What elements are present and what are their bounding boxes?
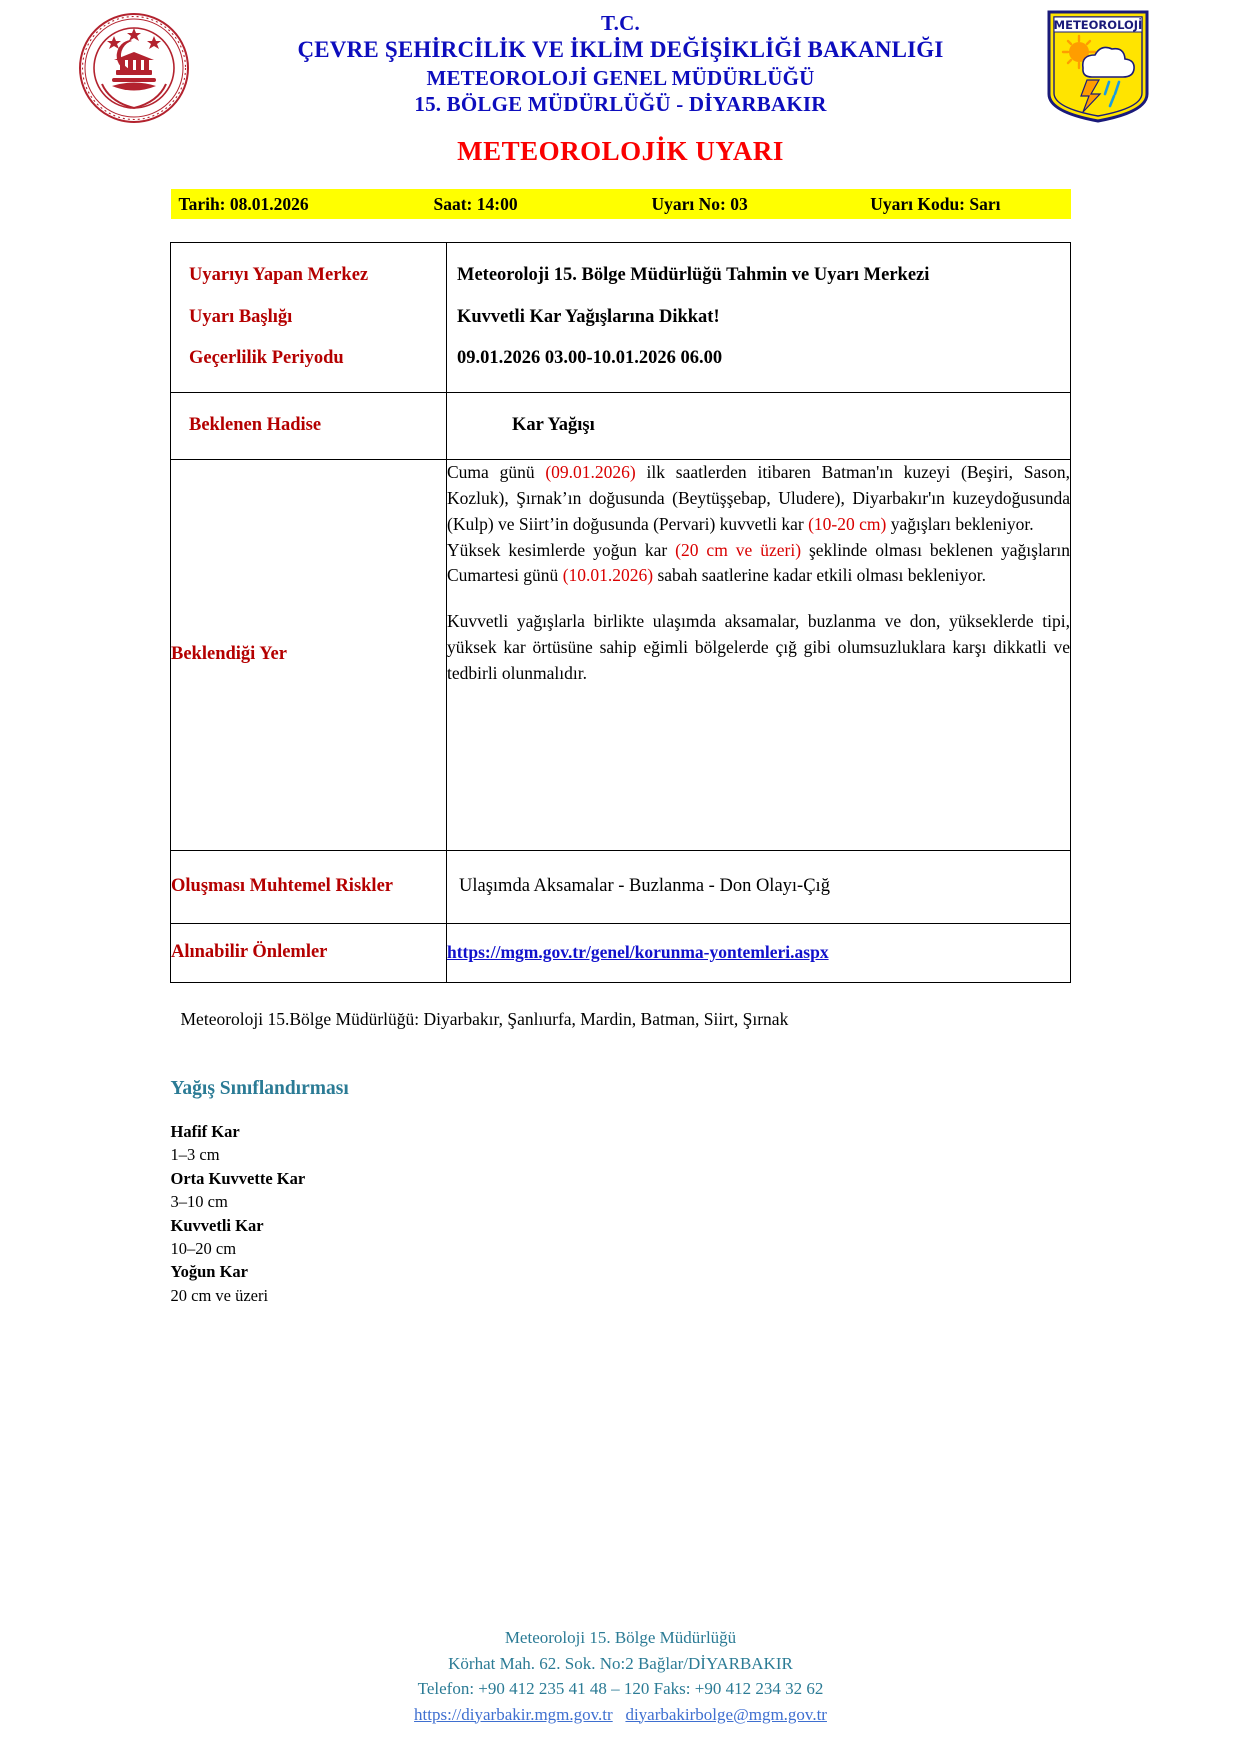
header-line-2: ÇEVRE ŞEHİRCİLİK VE İKLİM DEĞİŞİKLİĞİ BAKANLIĞI (297, 37, 944, 63)
value-expected-location (447, 459, 1071, 850)
classification-item-range: 3–10 cm (170, 1192, 228, 1212)
precautions-link[interactable]: https://mgm.gov.tr/genel/korunma-yontemleri.aspx (447, 942, 829, 963)
classification-item (171, 1214, 1071, 1261)
classification-item-name: Hafif Kar (170, 1121, 240, 1141)
table-row (171, 850, 1071, 923)
classification-item-name: Kuvvetli Kar (170, 1215, 264, 1235)
label-precautions: Alınabilir Önlemler (171, 923, 447, 982)
status-date: Tarih: 08.01.2026 (178, 193, 309, 214)
table-cell-label (171, 392, 447, 459)
value-expected-event: Kar Yağışı (512, 415, 595, 436)
p2-part-a: Yüksek kesimlerde yoğun kar (447, 539, 676, 560)
header-line-3: METEOROLOJİ GENEL MÜDÜRLÜĞÜ (426, 66, 815, 90)
footer-office-name: Meteoroloji 15. Bölge Müdürlüğü (504, 1628, 737, 1647)
footer-links (0, 1702, 1241, 1728)
p1-date-1: (09.01.2026) (545, 461, 636, 482)
label-warning-title: Uyarı Başlığı (189, 306, 293, 327)
label-expected-location-text: Beklendiği Yer (171, 644, 287, 665)
document-footer (0, 1625, 1241, 1727)
body-paragraph-1 (447, 460, 1070, 538)
classification-item-name: Orta Kuvvette Kar (170, 1168, 306, 1188)
page-title: METEOROLOJİK UYARI (457, 136, 784, 166)
classification-heading: Yağış Sınıflandırması (170, 1077, 349, 1099)
ministry-emblem-icon (78, 12, 190, 124)
classification-item (171, 1260, 1071, 1307)
p2-part-b: şeklinde olması beklenen yağışların Cumartesi günü (447, 539, 1071, 586)
value-issuing-center: Meteoroloji 15. Bölge Müdürlüğü Tahmin ve Uyarı Merkezi (457, 265, 930, 285)
classification-item (171, 1167, 1071, 1214)
classification-item (171, 1120, 1071, 1167)
label-expected-event: Beklenen Hadise (189, 415, 322, 436)
table-row (171, 459, 1071, 850)
classification-item-name: Yoğun Kar (170, 1262, 248, 1282)
body-paragraph-3: Kuvvetli yağışlarla birlikte ulaşımda aksamalar, buzlanma ve don, yükseklerde tipi, yüksek kar örtüsüne sahip eğimli bölgelerde çığ gibi olumsuzluklara karşı dikkatli ve tedbirli olunmalıdır. (447, 611, 1070, 684)
table-cell-value (447, 392, 1071, 459)
label-expected-location (171, 459, 447, 850)
footer-website-link[interactable]: https://diyarbakir.mgm.gov.tr (414, 1704, 613, 1724)
footer-address: Körhat Mah. 62. Sok. No:2 Bağlar/DİYARBAKIR (448, 1653, 793, 1673)
label-validity-period: Geçerlilik Periyodu (189, 348, 344, 369)
p2-part-c: sabah saatlerine kadar etkili olması bekleniyor. (653, 565, 986, 586)
value-warning-title: Kuvvetli Kar Yağışlarına Dikkat! (457, 306, 720, 327)
p2-date: (10.01.2026) (562, 565, 654, 586)
footer-contact: Telefon: +90 412 235 41 48 – 120 Faks: +90 412 234 32 62 (417, 1679, 824, 1698)
table-row (171, 243, 1071, 393)
svg-text:METEOROLOJİ: METEOROLOJİ (1053, 18, 1143, 32)
p2-amount: (20 cm ve üzeri) (675, 539, 802, 560)
header-line-4: 15. BÖLGE MÜDÜRLÜĞÜ - DİYARBAKIR (414, 92, 827, 117)
value-validity-period: 09.01.2026 03.00-10.01.2026 06.00 (457, 348, 723, 369)
status-bar (171, 189, 1071, 219)
coverage-note: Meteoroloji 15.Bölge Müdürlüğü: Diyarbakır, Şanlıurfa, Mardin, Batman, Siirt, Şırnak (180, 1008, 789, 1029)
p1-part-b: ilk saatlerden itibaren Batman'ın kuzeyi (Beşiri, Sason, Kozluk), Şırnak’ın doğusunda (Beytüşşebap, Uludere), Diyarbakır'ın kuzeydoğusunda (Kulp) ve Siirt’in doğusunda (Pervari) kuvvetli kar (447, 461, 1070, 534)
table-cell-value (447, 923, 1071, 982)
label-possible-risks: Oluşması Muhtemel Riskler (171, 850, 447, 923)
classification-item-range: 10–20 cm (170, 1238, 237, 1258)
p1-amount: (10-20 cm) (808, 513, 887, 534)
status-badge: Uyarı Kodu: Sarı (870, 193, 1001, 214)
warning-table (170, 242, 1071, 983)
classification-item-range: 20 cm ve üzeri (170, 1285, 269, 1305)
table-cell-values-group (447, 243, 1071, 393)
footer-email-link[interactable]: diyarbakirbolge@mgm.gov.tr (625, 1704, 827, 1724)
label-issuing-center: Uyarıyı Yapan Merkez (189, 265, 369, 285)
classification-section (171, 1078, 1071, 1307)
meteoroloji-logo-icon (1043, 8, 1153, 124)
status-warning-no: Uyarı No: 03 (651, 193, 748, 214)
document-header (0, 0, 1241, 128)
header-line-1: T.C. (601, 11, 640, 35)
p1-part-c: yağışları bekleniyor. (886, 513, 1034, 534)
table-cell-labels-group (171, 243, 447, 393)
body-paragraph-2 (447, 538, 1070, 590)
value-possible-risks: Ulaşımda Aksamalar - Buzlanma - Don Olayı-Çığ (459, 876, 830, 897)
table-row (171, 923, 1071, 982)
classification-item-range: 1–3 cm (170, 1145, 220, 1165)
table-cell-value (447, 850, 1071, 923)
p1-part-a: Cuma günü (447, 461, 546, 482)
status-time: Saat: 14:00 (433, 193, 518, 214)
table-row (171, 392, 1071, 459)
